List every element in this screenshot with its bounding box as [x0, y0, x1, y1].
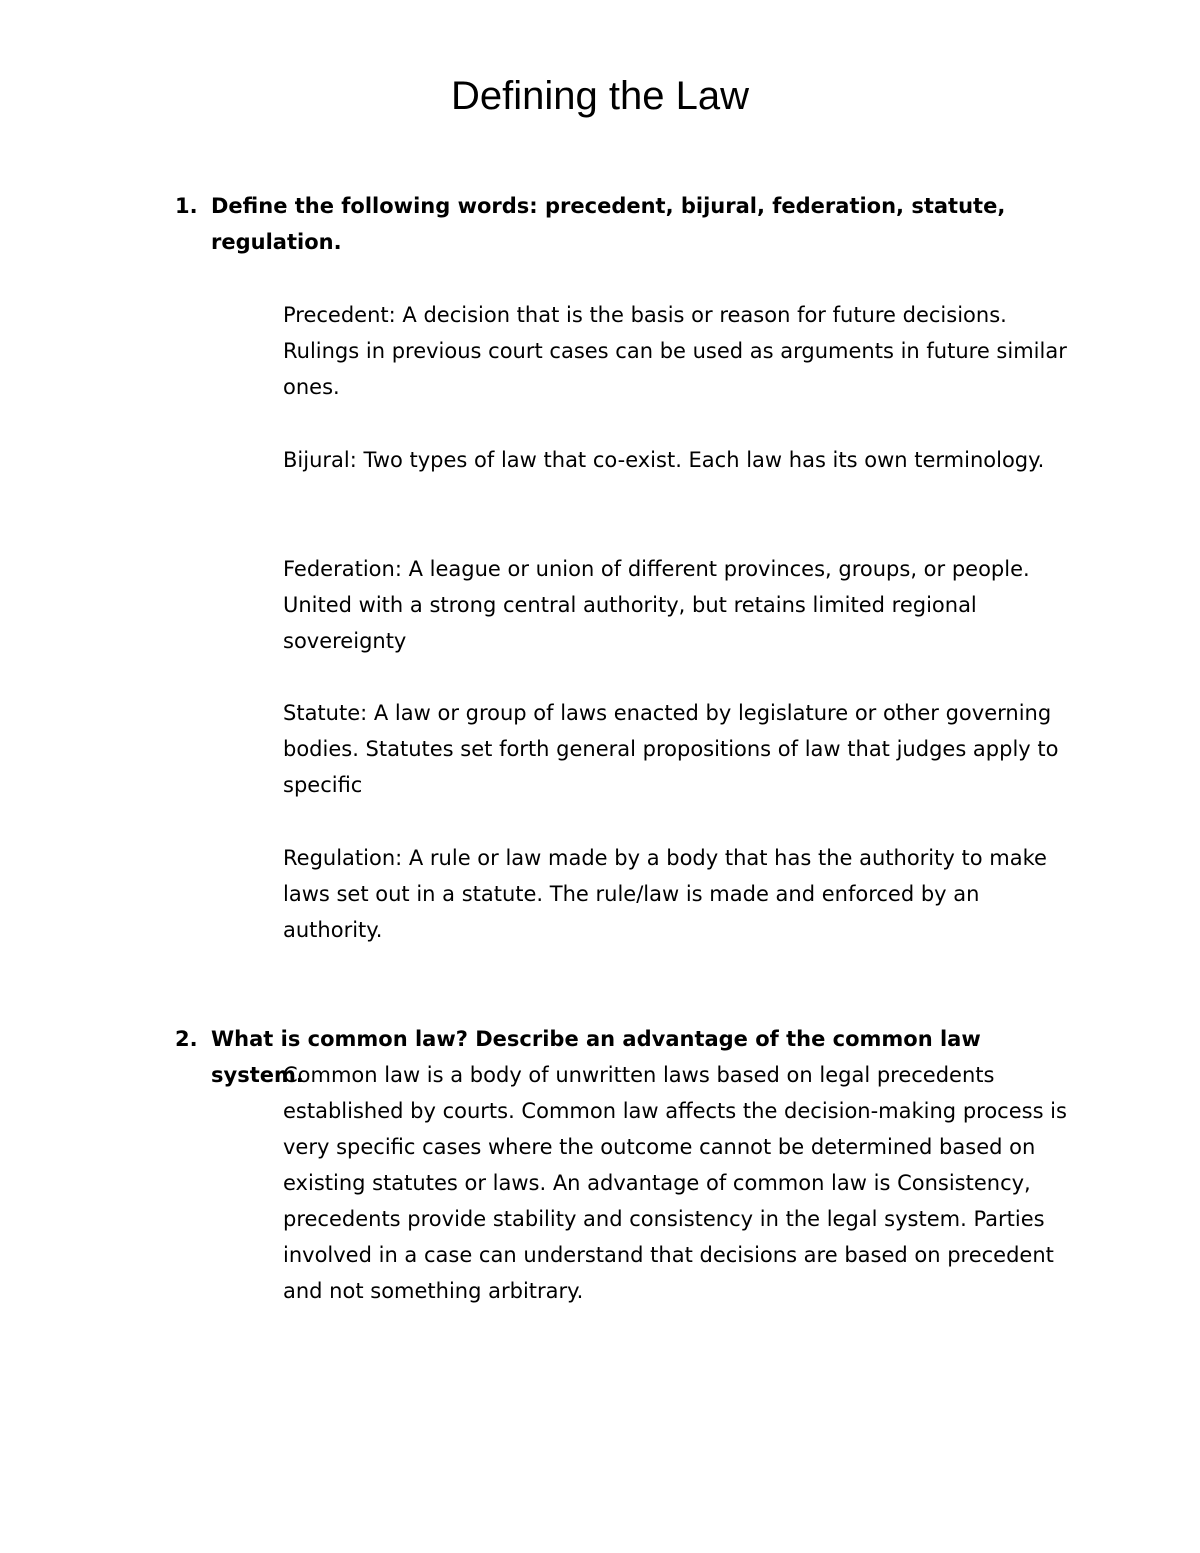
question-1 [175, 188, 1075, 260]
answer-bijural: Bijural: Two types of law that co-exist. Each law has its own terminology. [283, 448, 1045, 472]
question-text: What is common law? Describe an advantage of the common law system. [211, 1027, 981, 1087]
question-number: 2. [175, 1027, 198, 1051]
question-text: Define the following words: precedent, bijural, federation, statute, regulation. [211, 194, 1006, 254]
question-number: 1. [175, 194, 198, 218]
answer-regulation: Regulation: A rule or law made by a body that has the authority to make laws set out in a statute. The rule/law is made and enforced by an authority. [283, 846, 1047, 942]
answer-common-law: Common law is a body of unwritten laws based on legal precedents established by courts. Common law affects the decision-making process is very specific cases where the outcome cannot be determined based on existing statutes or laws. An advantage of common law is Consistency, precedents provide stability and consistency in the legal system. Parties involved in a case can understand that decisions are based on precedent and not something arbitrary. [283, 1063, 1067, 1303]
document-title: Defining the Law [451, 74, 749, 118]
answer-federation: Federation: A league or union of different provinces, groups, or people. United with a strong central authority, but retains limited regional sovereignty [283, 557, 1030, 653]
answer-precedent: Precedent: A decision that is the basis or reason for future decisions. Rulings in previous court cases can be used as arguments in future similar ones. [283, 303, 1067, 399]
answer-statute: Statute: A law or group of laws enacted by legislature or other governing bodies. Statutes set forth general propositions of law that judges apply to specific [283, 701, 1059, 797]
